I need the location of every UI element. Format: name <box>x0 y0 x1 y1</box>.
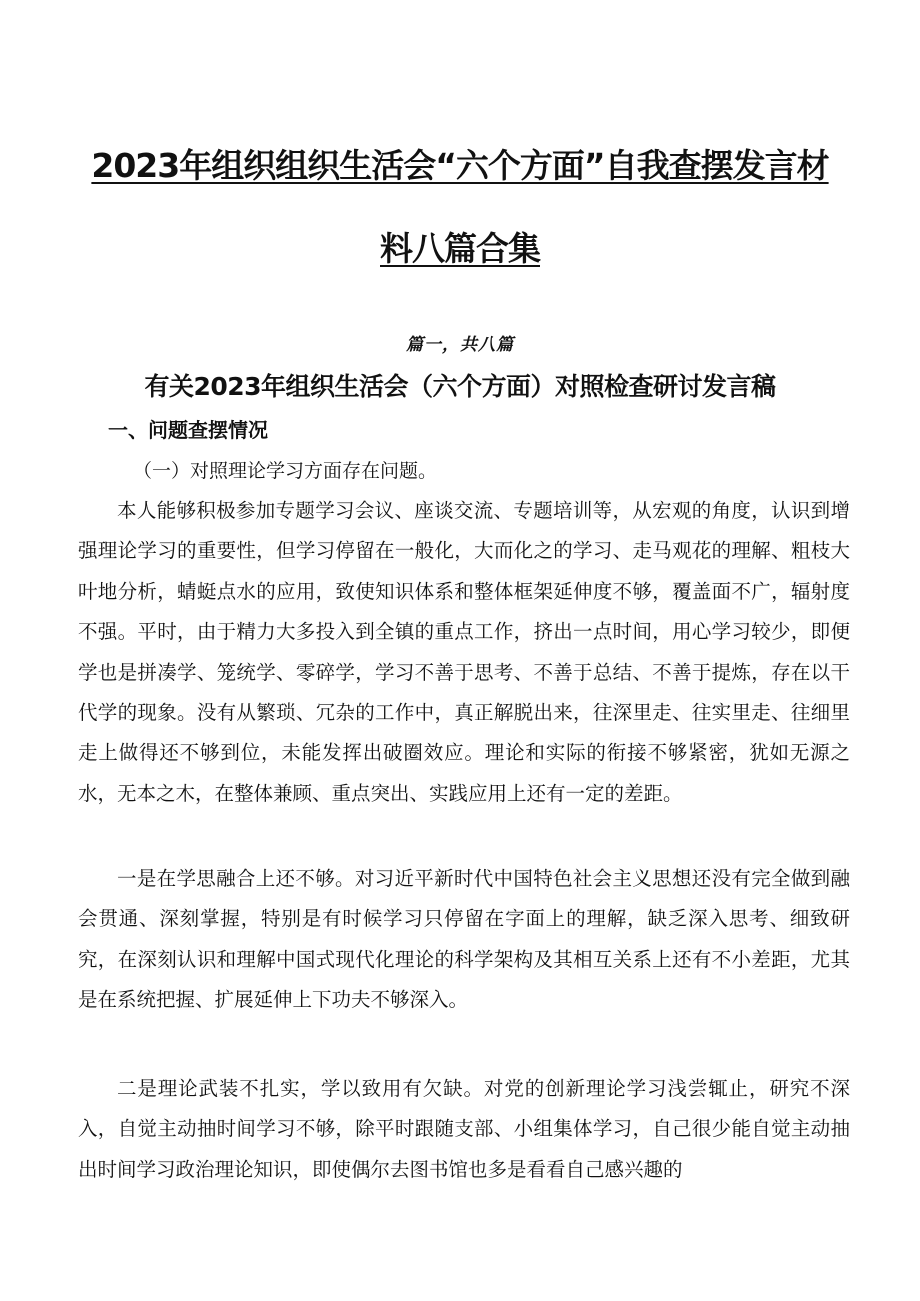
body-paragraph: 二是理论武装不扎实，学以致用有欠缺。对党的创新理论学习浅尝辄止，研究不深入，自觉主动抽时间学习不够，除平时跟随支部、小组集体学习，自己很少能自觉主动抽出时间学习政治理论知识，即使偶尔去图书馆也多是看看自己感兴趣的 <box>78 1077 850 1181</box>
section-heading: 一、问题查摆情况 <box>108 418 268 442</box>
document-title-line-1: 2023年组织组织生活会“六个方面”自我查摆发言材 <box>91 146 829 185</box>
body-paragraph: 本人能够积极参加专题学习会议、座谈交流、专题培训等，从宏观的角度，认识到增强理论学习的重要性，但学习停留在一般化，大而化之的学习、走马观花的理解、粗枝大叶地分析，蜻蜓点水的应用，致使知识体系和整体框架延伸度不够，覆盖面不广，辐射度不强。平时，由于精力大多投入到全镇的重点工作，挤出一点时间，用心学习较少，即便学也是拼凑学、笼统学、零碎学，学习不善于思考、不善于总结、不善于提炼，存在以干代学的现象。没有从繁琐、冗杂的工作中，真正解脱出来，往深里走、往实里走、往细里走上做得还不够到位，未能发挥出破圈效应。理论和实际的衔接不够紧密，犹如无源之水，无本之木，在整体兼顾、重点突出、实践应用上还有一定的差距。 <box>78 499 850 805</box>
section-title: 有关2023年组织生活会（六个方面）对照检查研讨发言稿 <box>144 372 776 401</box>
document-title-line-2: 料八篇合集 <box>380 229 540 268</box>
subsection-heading: （一）对照理论学习方面存在问题。 <box>133 460 438 482</box>
part-label: 篇一，共八篇 <box>406 335 514 355</box>
body-paragraph: 一是在学思融合上还不够。对习近平新时代中国特色社会主义思想还没有完全做到融会贯通、深刻掌握，特别是有时候学习只停留在字面上的理解，缺乏深入思考、细致研究，在深刻认识和理解中国式现代化理论的科学架构及其相互关系上还有不小差距，尤其是在系统把握、扩展延伸上下功夫不够深入。 <box>78 867 850 1012</box>
